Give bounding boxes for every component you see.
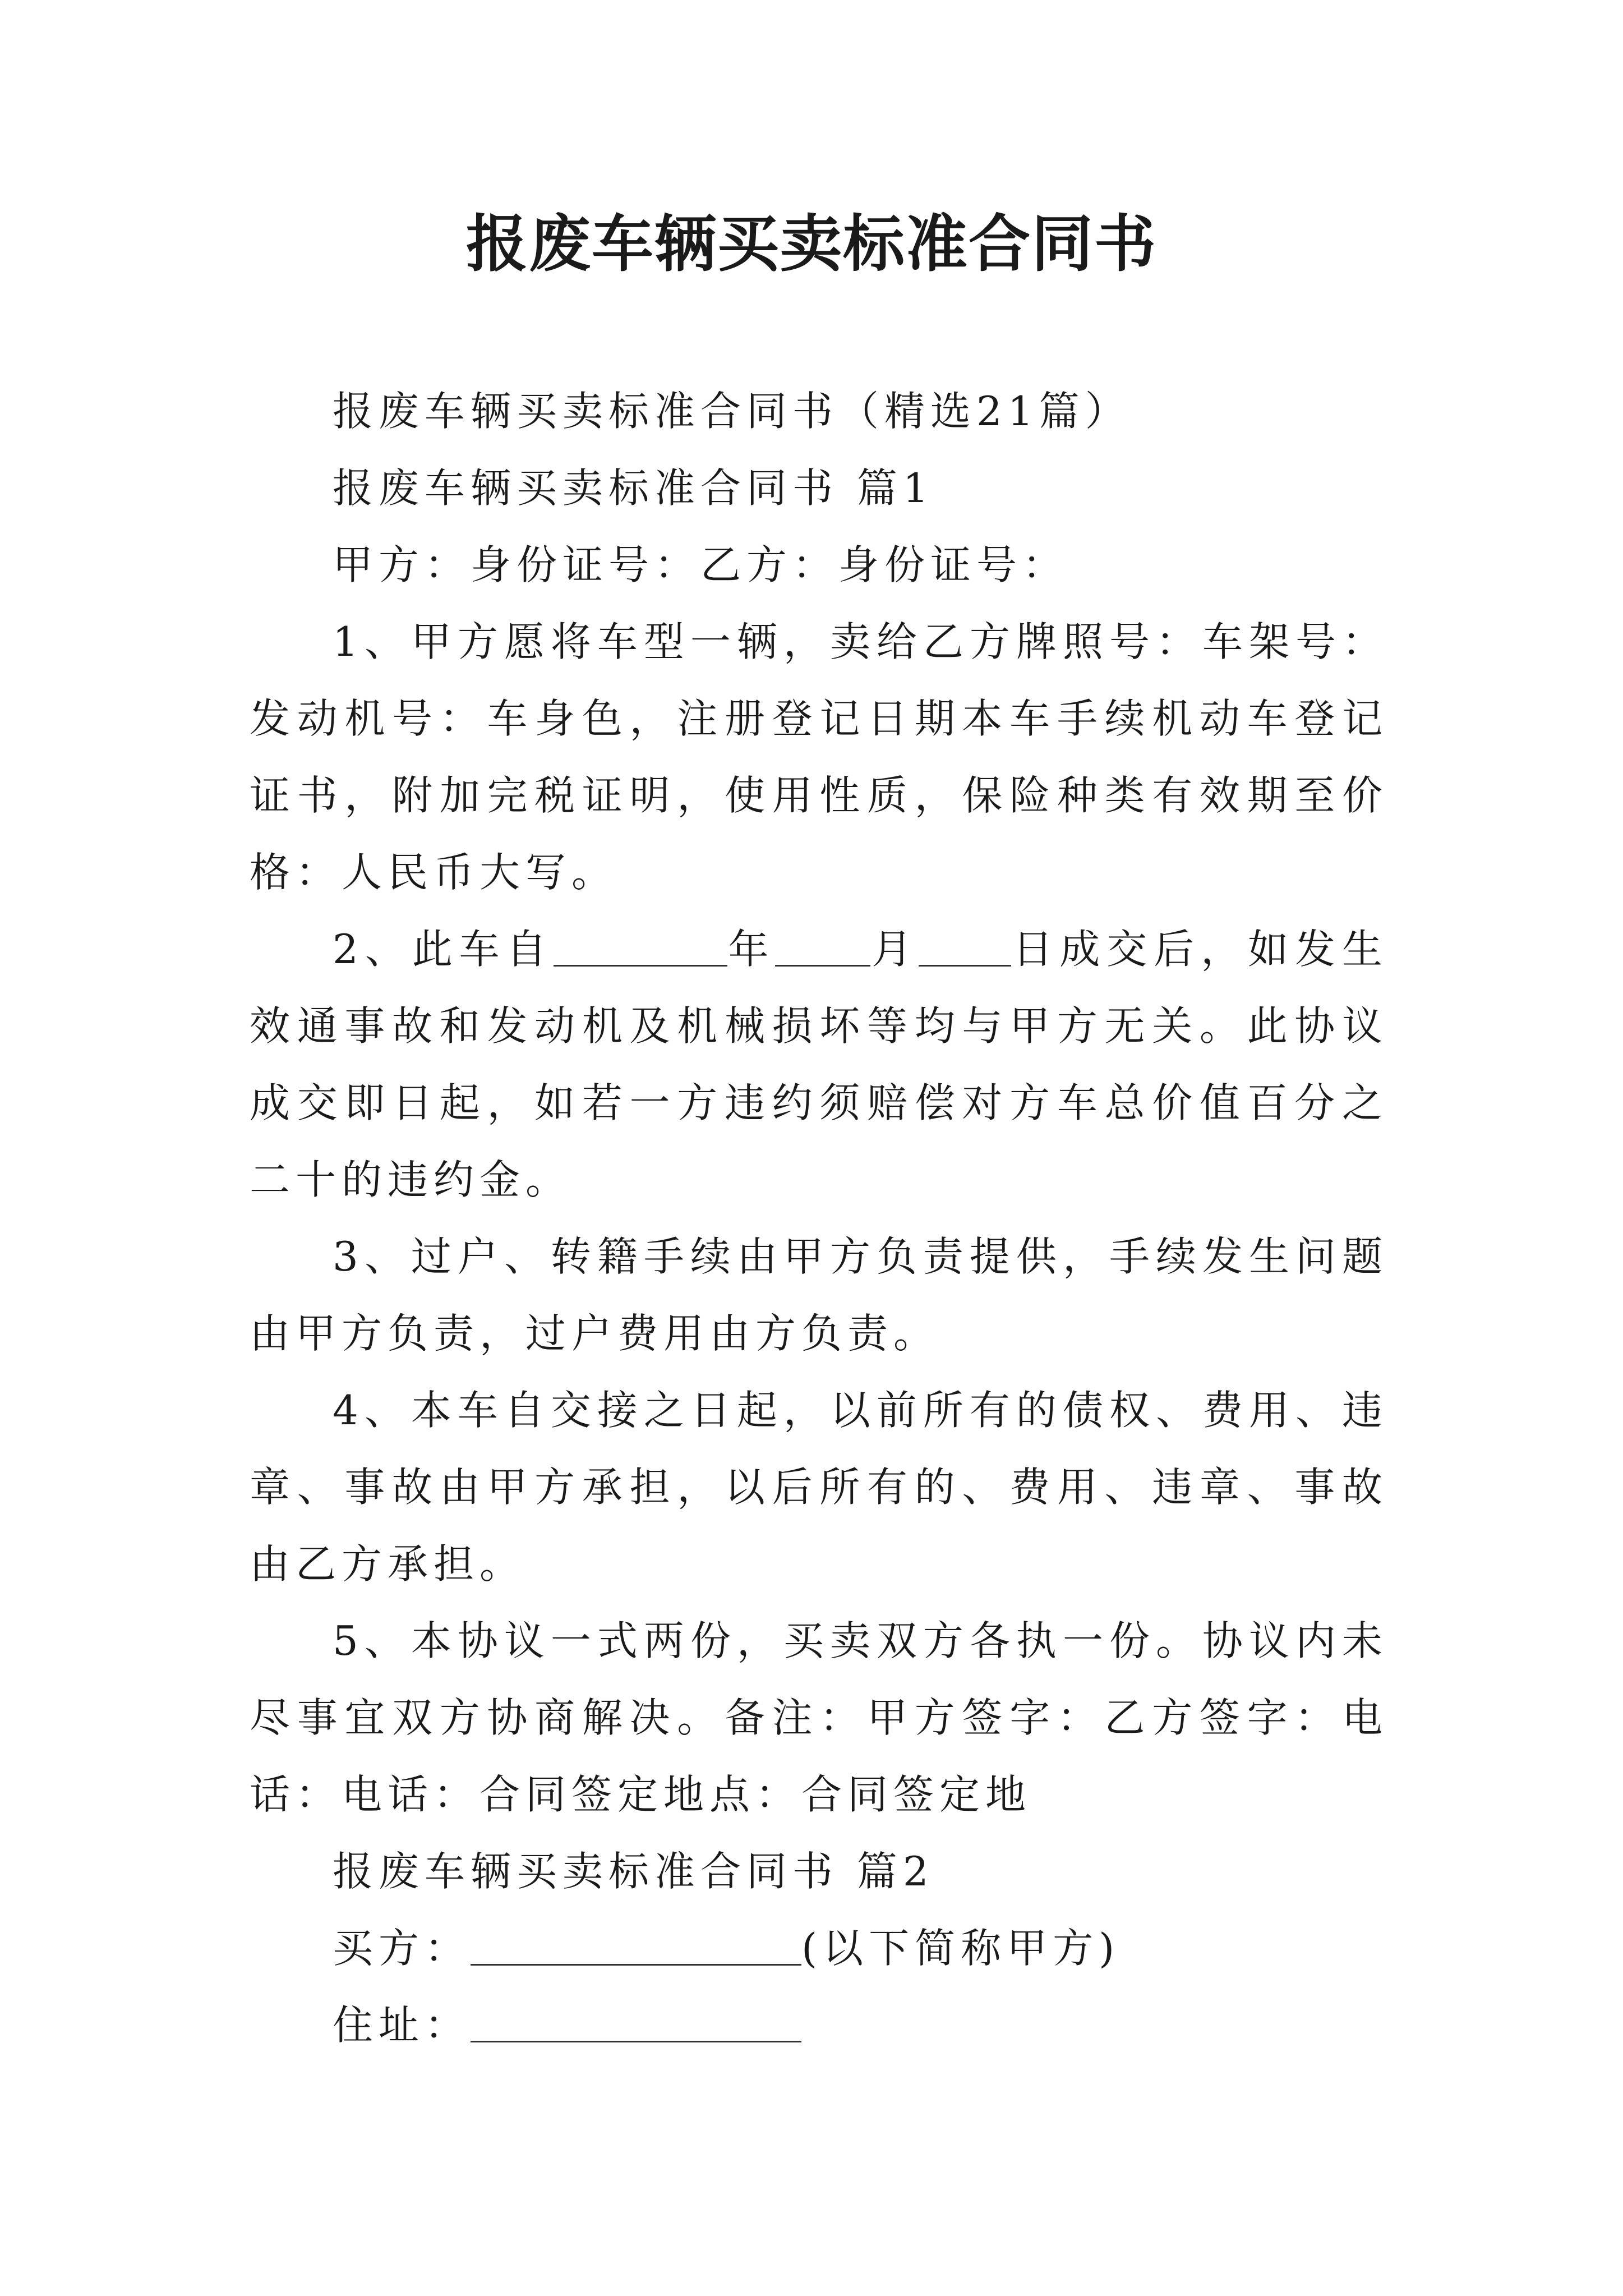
- buyer-suffix: (以下简称甲方): [801, 1925, 1121, 1972]
- parties-line: 甲方：身份证号：乙方：身份证号：: [333, 541, 1069, 588]
- clause-4: 4、本车自交接之日起，以前所有的债权、费用、违章、事故由甲方承担，以后所有的、费用、违章、事故由乙方承担。: [250, 1387, 1388, 1588]
- clause-2-intro: 2、此车自: [333, 926, 554, 973]
- clause-1: 1、甲方愿将车型一辆，卖给乙方牌照号：车架号：发动机号：车身色，注册登记日期本车手续机动车登记证书，附加完税证明，使用性质，保险种类有效期至价格：人民币大写。: [250, 618, 1388, 896]
- month-label: 月: [870, 926, 919, 973]
- document-title: 报废车辆买卖标准合同书: [466, 208, 1157, 280]
- clause-2: [250, 911, 1388, 1218]
- year-label: 年: [727, 926, 776, 973]
- day-blank: [919, 924, 1011, 967]
- clause-3: 3、过户、转籍手续由甲方负责提供，手续发生问题由甲方负责，过户费用由方负责。: [250, 1233, 1388, 1357]
- buyer-label: 买方：: [333, 1925, 471, 1972]
- clause-2-body: 日成交后，如发生效通事故和发动机及机械损坏等均与甲方无关。此协议成交即日起，如若一方违约须赔偿对方车总价值百分之二十的违约金。: [250, 926, 1388, 1203]
- year-blank: [554, 924, 727, 967]
- document-subtitle: 报废车辆买卖标准合同书（精选21篇）: [333, 388, 1131, 435]
- month-blank: [775, 924, 870, 967]
- clause-5: 5、本协议一式两份，买卖双方各执一份。协议内未尽事宜双方协商解决。备注：甲方签字：乙方签字：电话：电话：合同签定地点：合同签定地: [250, 1617, 1388, 1818]
- section-heading-part1: 报废车辆买卖标准合同书 篇1: [333, 464, 934, 512]
- buyer-blank: [471, 1924, 801, 1966]
- address-label: 住址：: [333, 2001, 471, 2049]
- buyer-line: [250, 1910, 1388, 1987]
- address-line: [250, 1987, 1388, 2064]
- address-blank: [471, 2000, 801, 2042]
- section-heading-part2: 报废车辆买卖标准合同书 篇2: [333, 1848, 934, 1895]
- document-body: [250, 373, 1388, 2064]
